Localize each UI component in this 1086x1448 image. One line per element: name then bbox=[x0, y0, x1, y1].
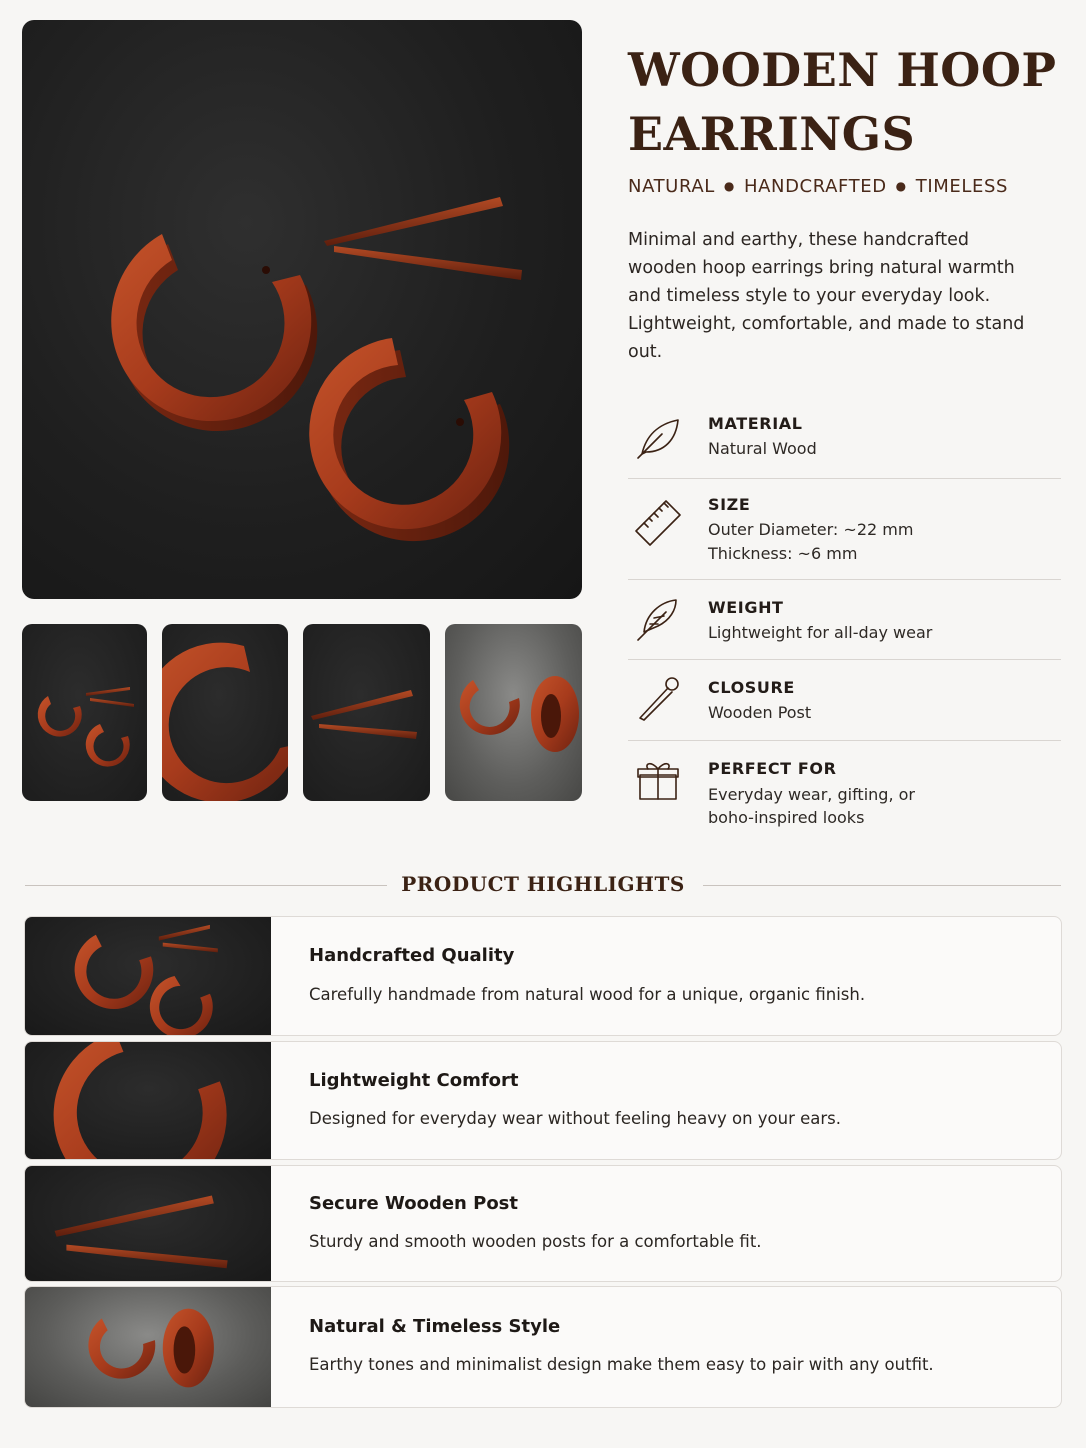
earrings-image bbox=[25, 1287, 271, 1407]
earrings-image bbox=[25, 917, 271, 1035]
spec-list bbox=[628, 398, 1061, 841]
highlight-text: Sturdy and smooth wooden posts for a comfortable fit. bbox=[309, 1232, 762, 1251]
separator-dot: ● bbox=[723, 179, 735, 193]
tag-timeless: TIMELESS bbox=[915, 176, 1008, 197]
thumbnail-2[interactable] bbox=[162, 624, 288, 801]
highlights-header bbox=[25, 868, 1061, 902]
product-description: Minimal and earthy, these handcrafted wooden hoop earrings bring natural warmth and timeless style to your everyday look. Lightweight, comfortable, and made to stand out. bbox=[628, 230, 1025, 362]
spec-perfect-for bbox=[628, 741, 1061, 841]
tag-handcrafted: HANDCRAFTED bbox=[743, 176, 887, 197]
highlight-text: Carefully handmade from natural wood for a unique, organic finish. bbox=[309, 985, 866, 1004]
spec-closure bbox=[628, 660, 1061, 741]
separator-dot: ● bbox=[895, 179, 907, 193]
spec-label: SIZE bbox=[708, 495, 751, 514]
spec-value: Natural Wood bbox=[708, 439, 817, 458]
highlight-card-handcrafted bbox=[24, 916, 1062, 1036]
thumbnail-image bbox=[445, 624, 582, 801]
spec-value: boho-inspired looks bbox=[708, 808, 865, 827]
spec-size bbox=[628, 479, 1061, 580]
earrings-main-image bbox=[22, 20, 582, 599]
pin-icon bbox=[632, 674, 684, 726]
main-product-photo[interactable] bbox=[22, 20, 582, 599]
spec-value: Thickness: ~6 mm bbox=[708, 544, 858, 563]
highlight-image bbox=[25, 1042, 271, 1159]
earrings-image bbox=[25, 1042, 271, 1159]
spec-label: PERFECT FOR bbox=[708, 759, 837, 778]
spec-value: Wooden Post bbox=[708, 703, 812, 722]
thumbnail-strip bbox=[22, 624, 582, 801]
highlight-text: Earthy tones and minimalist design make them easy to pair with any outfit. bbox=[309, 1355, 934, 1374]
spec-material bbox=[628, 398, 1061, 479]
thumbnail-4[interactable] bbox=[445, 624, 582, 801]
product-title bbox=[628, 38, 1058, 166]
highlight-card-style bbox=[24, 1286, 1062, 1408]
highlight-title: Handcrafted Quality bbox=[309, 945, 515, 966]
highlight-card-lightweight bbox=[24, 1041, 1062, 1160]
highlights-heading: PRODUCT HIGHLIGHTS bbox=[401, 872, 685, 896]
gift-icon bbox=[632, 755, 684, 807]
highlight-title: Lightweight Comfort bbox=[309, 1070, 519, 1091]
spec-value: Outer Diameter: ~22 mm bbox=[708, 520, 914, 539]
highlight-text: Designed for everyday wear without feeling heavy on your ears. bbox=[309, 1109, 842, 1128]
spec-weight bbox=[628, 580, 1061, 660]
highlight-image bbox=[25, 1287, 271, 1407]
highlight-title: Secure Wooden Post bbox=[309, 1193, 519, 1214]
product-title-line2: EARRINGS bbox=[628, 107, 916, 161]
thumbnail-3[interactable] bbox=[303, 624, 430, 801]
feather-icon bbox=[632, 594, 684, 646]
spec-value: Everyday wear, gifting, or bbox=[708, 785, 915, 804]
leaf-icon bbox=[632, 412, 684, 464]
highlight-card-post bbox=[24, 1165, 1062, 1282]
thumbnail-image bbox=[22, 624, 147, 801]
thumbnail-image bbox=[303, 624, 430, 801]
spec-label: WEIGHT bbox=[708, 598, 784, 617]
spec-label: CLOSURE bbox=[708, 678, 795, 697]
product-title-line1: WOODEN HOOP bbox=[628, 43, 1057, 97]
thumbnail-image bbox=[162, 624, 288, 801]
spec-value: Lightweight for all-day wear bbox=[708, 623, 933, 642]
highlight-title: Natural & Timeless Style bbox=[309, 1316, 561, 1337]
thumbnail-1[interactable] bbox=[22, 624, 147, 801]
tag-natural: NATURAL bbox=[628, 176, 715, 197]
highlight-image bbox=[25, 917, 271, 1035]
earrings-image bbox=[25, 1166, 271, 1281]
spec-label: MATERIAL bbox=[708, 414, 803, 433]
product-tagline bbox=[628, 176, 1068, 197]
ruler-icon bbox=[632, 497, 684, 549]
highlight-image bbox=[25, 1166, 271, 1281]
